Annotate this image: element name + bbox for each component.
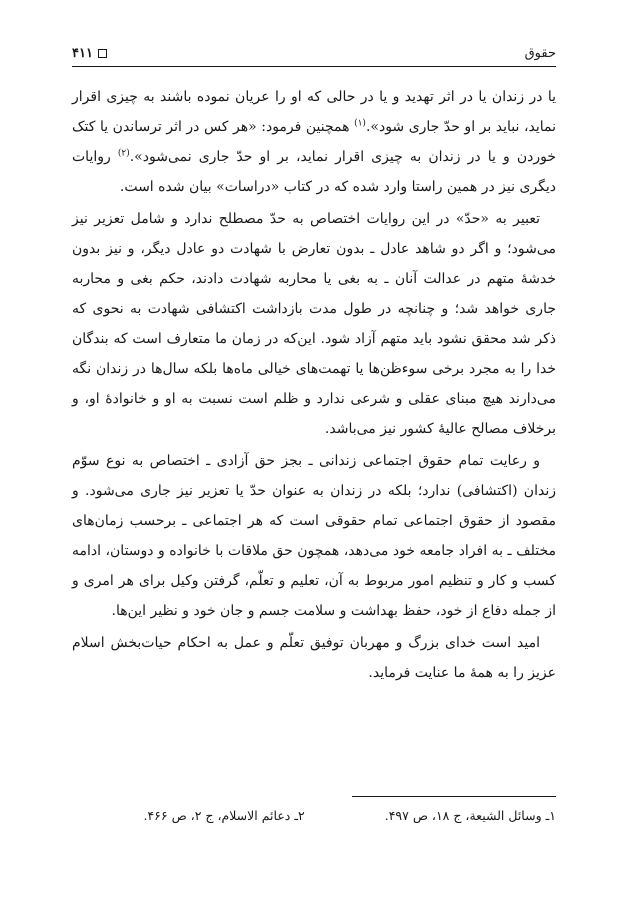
paragraph-text: و رعایت تمام حقوق اجتماعی زندانی ـ بجز حق آزادی ـ اختصاص به نوع سوّم زندان (اکتشافی) ندارد؛ بلکه در زندان به عنوان حدّ یا تعزیر نیز جاری می‌شود. و مقصود از حقوق اجتماعی تمام حقوقی است که هر اجتماعی ـ برحسب زمان‌های مختلف ـ به افراد جامعه خود می‌دهد، همچون حق ملاقات با خانواده و دوستان، ادامه کسب و کار و تنظیم امور مربوط به آن، تعلیم و تعلّم، گرفتن وکیل برای هر امری و از جمله دفاع از خود، حفظ بهداشت و سلامت جسم و جان خود و نظیر این‌ها. — [72, 453, 556, 619]
paragraph — [72, 446, 556, 626]
page-number-value: ۴۱۱ — [72, 45, 93, 61]
square-bullet-icon — [98, 49, 107, 58]
footnotes — [72, 808, 556, 823]
header-title: حقوق — [524, 45, 556, 61]
footnote-1: ۱ـ وسائل الشیعة، ج ۱۸، ص ۴۹۷. — [384, 808, 556, 823]
paragraph-text: امید است خدای بزرگ و مهربان توفیق تعلّم و عمل به احکام حیات‌بخش اسلام عزیز را به همهٔ ما عنایت فرماید. — [72, 635, 556, 681]
footnote-marker: (۱) — [354, 118, 366, 129]
footnote-2: ۲ـ دعائم الاسلام، ج ۲، ص ۴۶۶. — [143, 808, 305, 823]
header-divider — [72, 66, 556, 67]
footnote-divider — [352, 796, 556, 797]
paragraph-text: تعبیر به «حدّ» در این روایات اختصاص به حدّ مصطلح ندارد و شامل تعزیر نیز می‌شود؛ و اگر دو شاهد عادل ـ بدون تعارض با شهادت دو عادل دیگر، و نیز بدون خدشهٔ متهم در عدالت آنان ـ به بغی یا محاربه شهادت دادند، حکم بغی و محاربه جاری خواهد شد؛ و چنانچه در طول مدت بازداشت اکتشافی شهادت به نحوی که ذکر شد محقق نشود باید متهم آزاد شود. این‌که در زمان ما متعارف است که بندگان خدا را به مجرد برخی سوءظن‌ها یا تهمت‌های خیالی ماه‌ها بلکه سال‌ها در زندان نگه می‌دارند هیچ مبنای عقلی و شرعی ندارد و ظلم است نسبت به او و خانوادهٔ او، و برخلاف مصالح عالیهٔ کشور نیز می‌باشد. — [72, 211, 556, 437]
paragraph-text: همچنین فرمود: «هر کس در اثر ترساندن یا کتک خوردن و یا در زندان به چیزی اقرار نماید، بر او حدّ جاری نمی‌شود». — [72, 119, 556, 165]
page-number — [72, 46, 107, 61]
paragraph — [72, 82, 556, 202]
paragraph-text: روایات دیگری نیز در همین راستا وارد شده که در کتاب «دراسات» بیان شده است. — [72, 149, 556, 195]
footnote-marker: (۲) — [117, 148, 130, 159]
paragraph-text: یا در زندان یا در اثر تهدید و یا در حالی که او را عریان نموده باشند به چیزی اقرار نماید، نباید بر او حدّ جاری شود». — [72, 89, 556, 135]
body-text — [72, 82, 556, 690]
paragraph — [72, 628, 556, 688]
paragraph — [72, 204, 556, 444]
running-header — [72, 42, 556, 64]
